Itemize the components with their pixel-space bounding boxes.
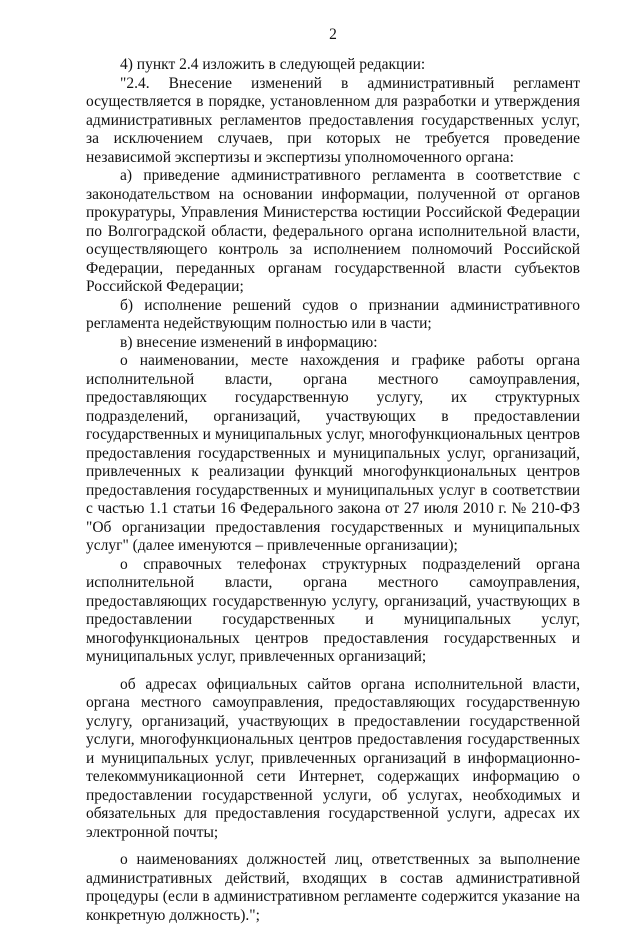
paragraph-2-4: "2.4. Внесение изменений в административный регламент осуществляется в порядке, установленном для разработки и утверждения административных регламентов предоставления государственных услуг, за исключением случаев, при которых не требуется проведение независимой экспертизы и экспертизы уполномоченного органа: — [86, 74, 580, 166]
paragraph-a: а) приведение административного регламента в соответствие с законодательством на основании информации, полученной от органов прокуратуры, Управления Министерства юстиции Российской Федерации по Волгоградской области, федерального органа исполнительной власти, осуществляющего контроль за исполнением полномочий Российской Федерации, переданных органам государственной власти субъектов Российской Федерации; — [86, 167, 580, 295]
paragraph-phones: о справочных телефонах структурных подразделений органа исполнительной власти, органа местного самоуправления, предоставляющих государственную услугу, организаций, участвующих в предоставлении государственных и муниципальных услуг, многофункциональных центров предоставления государственных и муниципальных услуг, привлеченных организаций; — [86, 555, 580, 665]
paragraph-names-locations: о наименовании, месте нахождения и графике работы органа исполнительной власти, органа местного самоуправления, предоставляющих государственную услугу, их структурных подразделений, организаций, участвующих в предоставлении государственных и муниципальных услуг, многофункциональных центров предоставления государственных и муниципальных услуг, организаций, привлеченных к реализации функций многофункциональных центров предоставления государственных и муниципальных услуг в соответствии с частью 1.1 статьи 16 Федерального закона от 27 июля 2010 г. № 210-ФЗ "Об организации предоставления государственных и муниципальных услуг" (далее именуются – привлеченные организации); — [86, 352, 580, 554]
page-number: 2 — [329, 26, 337, 43]
paragraph-websites: об адресах официальных сайтов органа исполнительной власти, органа местного самоуправления, предоставляющих государственную услугу, организаций, участвующих в предоставлении государственной услуги, многофункциональных центров предоставления государственных и муниципальных услуг, привлеченных организаций в информационно-телекоммуникационной сети Интернет, содержащих информацию о предоставлении государственной услуги, об услугах, необходимых и обязательных для предоставления государственной услуги, адресах их электронной почты; — [86, 675, 580, 841]
paragraph-item-4-intro: 4) пункт 2.4 изложить в следующей редакции: — [120, 56, 426, 73]
paragraph-positions: о наименованиях должностей лиц, ответственных за выполнение административных действий, входящих в состав административной процедуры (если в административном регламенте содержится указание на конкретную должность)."; — [86, 851, 580, 924]
paragraph-v: в) внесение изменений в информацию: — [120, 333, 378, 351]
paragraph-b: б) исполнение решений судов о признании административного регламента недействующим полностью или в части; — [86, 296, 580, 332]
